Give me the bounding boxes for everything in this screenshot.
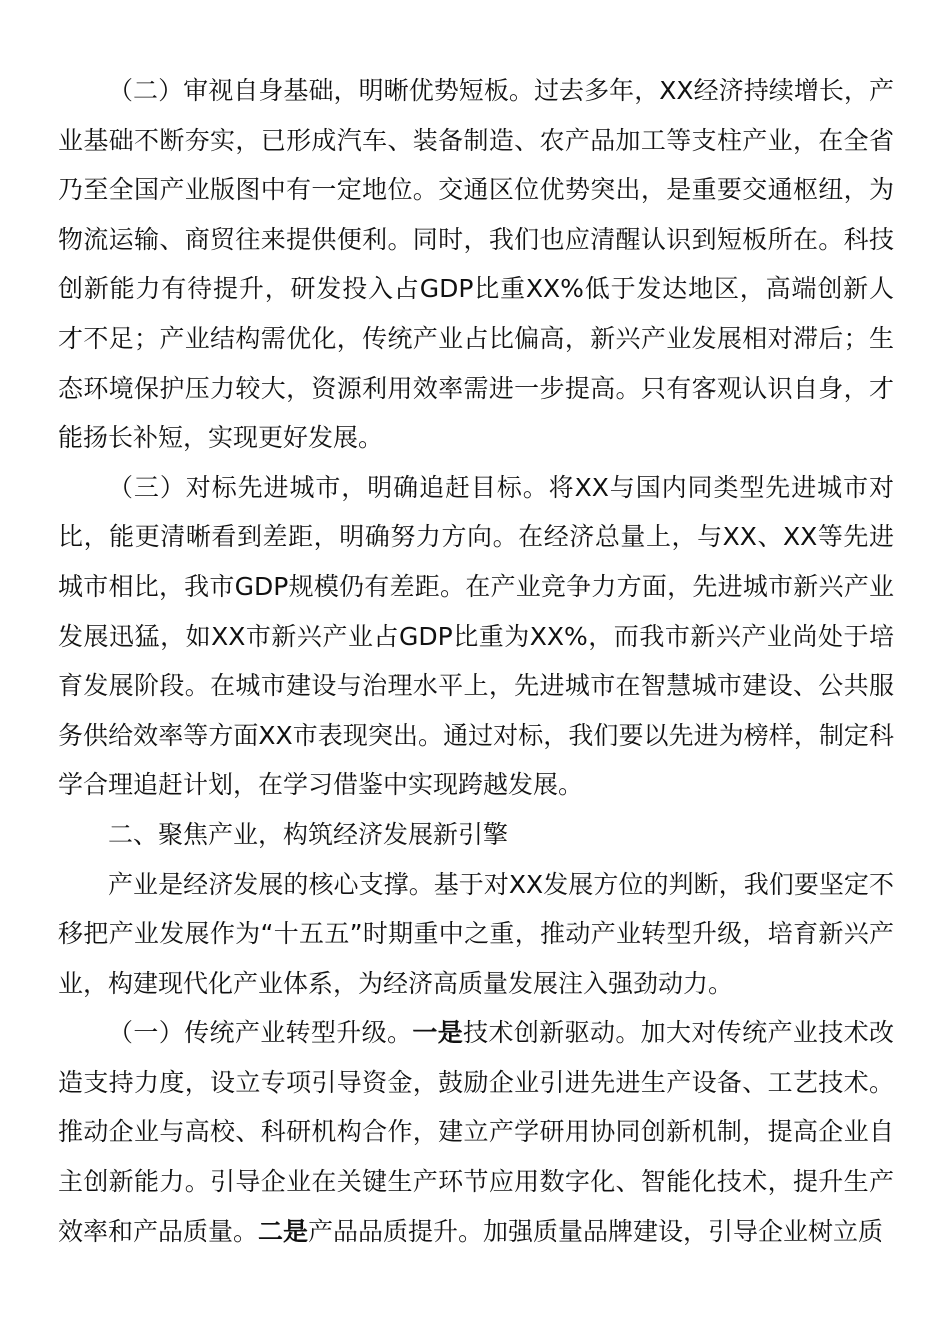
paragraph-benchmark-cities: （三）对标先进城市，明确追赶目标。将XX与国内同类型先进城市对比，能更清晰看到差距，明确努力方向。在经济总量上，与XX、XX等先进城市相比，我市GDP规模仍有差距。在产业竞争力方面，先进城市新兴产业发展迅猛，如XX市新兴产业占GDP比重为XX%，而我市新兴产业尚处于培育发展阶段。在城市建设与治理水平上，先进城市在智慧城市建设、公共服务供给效率等方面XX市表现突出。通过对标，我们要以先进为榜样，制定科学合理追赶计划，在学习借鉴中实现跨越发展。 [58, 472, 894, 800]
document-page [58, 66, 894, 1256]
paragraph-review-foundation: （二）审视自身基础，明晰优势短板。过去多年，XX经济持续增长，产业基础不断夯实，已形成汽车、装备制造、农产品加工等支柱产业，在全省乃至全国产业版图中有一定地位。交通区位优势突出，是重要交通枢纽，为物流运输、商贸往来提供便利。同时，我们也应清醒认识到短板所在。科技创新能力有待提升，研发投入占GDP比重XX%低于发达地区，高端创新人才不足；产业结构需优化，传统产业占比偏高，新兴产业发展相对滞后；生态环境保护压力较大，资源利用效率需进一步提高。只有客观认识自身，才能扬长补短，实现更好发展。 [58, 76, 894, 453]
paragraph-industry-intro: 产业是经济发展的核心支撑。基于对XX发展方位的判断，我们要坚定不移把产业发展作为“十五五”时期重中之重，推动产业转型升级，培育新兴产业，构建现代化产业体系，为经济高质量发展注入强劲动力。 [58, 869, 894, 998]
p4-part1: （一）传统产业转型升级。 [108, 1018, 413, 1048]
paragraph-traditional-industry [58, 1008, 894, 1256]
section-heading-industry: 二、聚焦产业，构筑经济发展新引擎 [108, 819, 509, 849]
p4-part3: 产品品质提升。加强质量品牌建设，引导企业树立质 [308, 1216, 884, 1246]
p4-bold-second: 二是 [258, 1216, 309, 1246]
p4-part2: 技术创新驱动。加大对传统产业技术改造支持力度，设立专项引导资金，鼓励企业引进先进生产设备、工艺技术。推动企业与高校、科研机构合作，建立产学研用协同创新机制，提高企业自主创新能力。引导企业在关键生产环节应用数字化、智能化技术，提升生产效率和产品质量。 [58, 1018, 894, 1246]
p4-bold-first: 一是 [412, 1018, 464, 1048]
